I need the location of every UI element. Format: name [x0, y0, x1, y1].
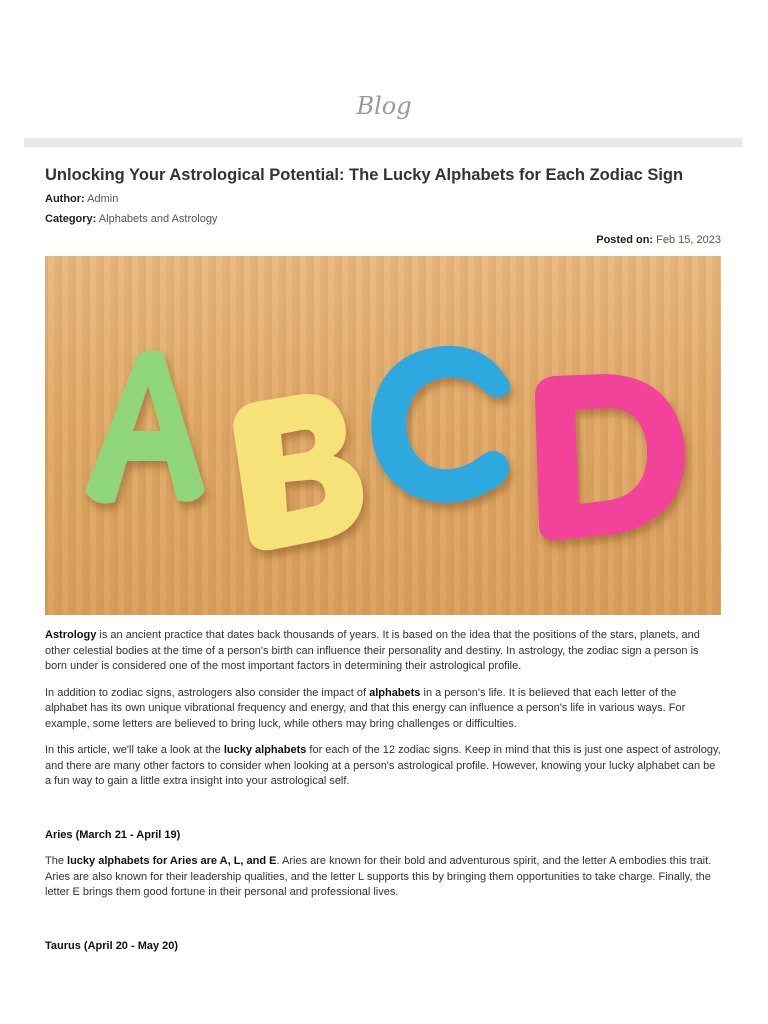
paragraph-alphabets: [45, 686, 721, 733]
keyword-alphabets-link[interactable]: alphabets: [369, 686, 421, 699]
paragraph-text: in a person's life. It is believed that each letter of the alphabet has its own unique vibrational frequency and energy, and that this energy can influence a person's life in various ways. For example, some letters are believed to bring luck, while others may bring challenges or difficulties.: [45, 686, 686, 730]
paragraph-text: The: [45, 855, 68, 867]
posted-label: Posted on:: [596, 234, 654, 246]
paragraph-text: . Aries are known for their bold and adventurous spirit, and the letter A embodies this trait. Aries are also known for their leadership qualities, and the letter L supports this by bringing them opportunities to take charge. Finally, the letter E brings them good fortune in their personal and professional lives.: [45, 855, 712, 898]
category-line: [45, 212, 721, 226]
abcd-letters-illustration: [45, 256, 721, 615]
posted-date: Feb 15, 2023: [656, 234, 721, 246]
letter-c-shape: [371, 346, 510, 503]
keyword-astrology-link[interactable]: Astrology: [45, 629, 97, 641]
posted-line: [45, 234, 721, 246]
author-label: Author:: [45, 193, 85, 205]
section-heading-taurus: Taurus (April 20 - May 20): [45, 939, 179, 952]
keyword-aries-link[interactable]: lucky alphabets for Aries are A, L, and E: [67, 855, 277, 867]
section-heading-aries: Aries (March 21 - April 19): [45, 828, 181, 841]
letter-d-shape: [535, 374, 685, 540]
paragraph-intro: [45, 628, 721, 675]
author-name[interactable]: Admin: [87, 193, 119, 205]
blog-title: Blog: [356, 92, 412, 120]
header-divider: [24, 138, 742, 147]
paragraph-text: In this article, we'll take a look at the: [45, 744, 224, 756]
letter-b-shape: [233, 394, 363, 550]
category-link[interactable]: Alphabets and Astrology: [98, 213, 218, 225]
article-header: [45, 150, 721, 246]
paragraph-text: for each of the 12 zodiac signs. Keep in mind that this is just one aspect of astrology, and there are many other factors to consider when looking at a person's astrological profile. However, knowing your lucky alphabet can be a fun way to gain a little extra insight into your astrological self.: [45, 744, 721, 787]
article-hero-image: [45, 256, 721, 615]
paragraph-text: is an ancient practice that dates back thousands of years. It is based on the idea that the positions of the stars, planets, and other celestial bodies at the time of a person's birth can influence their personality and destiny. In astrology, the zodiac sign a person is born under is considered one of the most important factors in determining their astrological profile.: [45, 629, 700, 672]
keyword-lucky-alphabets-link[interactable]: lucky alphabets: [223, 744, 307, 756]
paragraph-text: In addition to zodiac signs, astrologers also consider the impact of: [45, 686, 370, 699]
author-line: [45, 192, 721, 206]
paragraph-aries: [45, 854, 721, 901]
letter-a-shape: [85, 351, 205, 504]
article-body: [45, 628, 721, 965]
blog-header: [0, 0, 768, 150]
category-label: Category:: [45, 213, 97, 225]
paragraph-lucky: [45, 743, 721, 790]
article-title: Unlocking Your Astrological Potential: The Lucky Alphabets for Each Zodiac Sign: [45, 166, 684, 184]
